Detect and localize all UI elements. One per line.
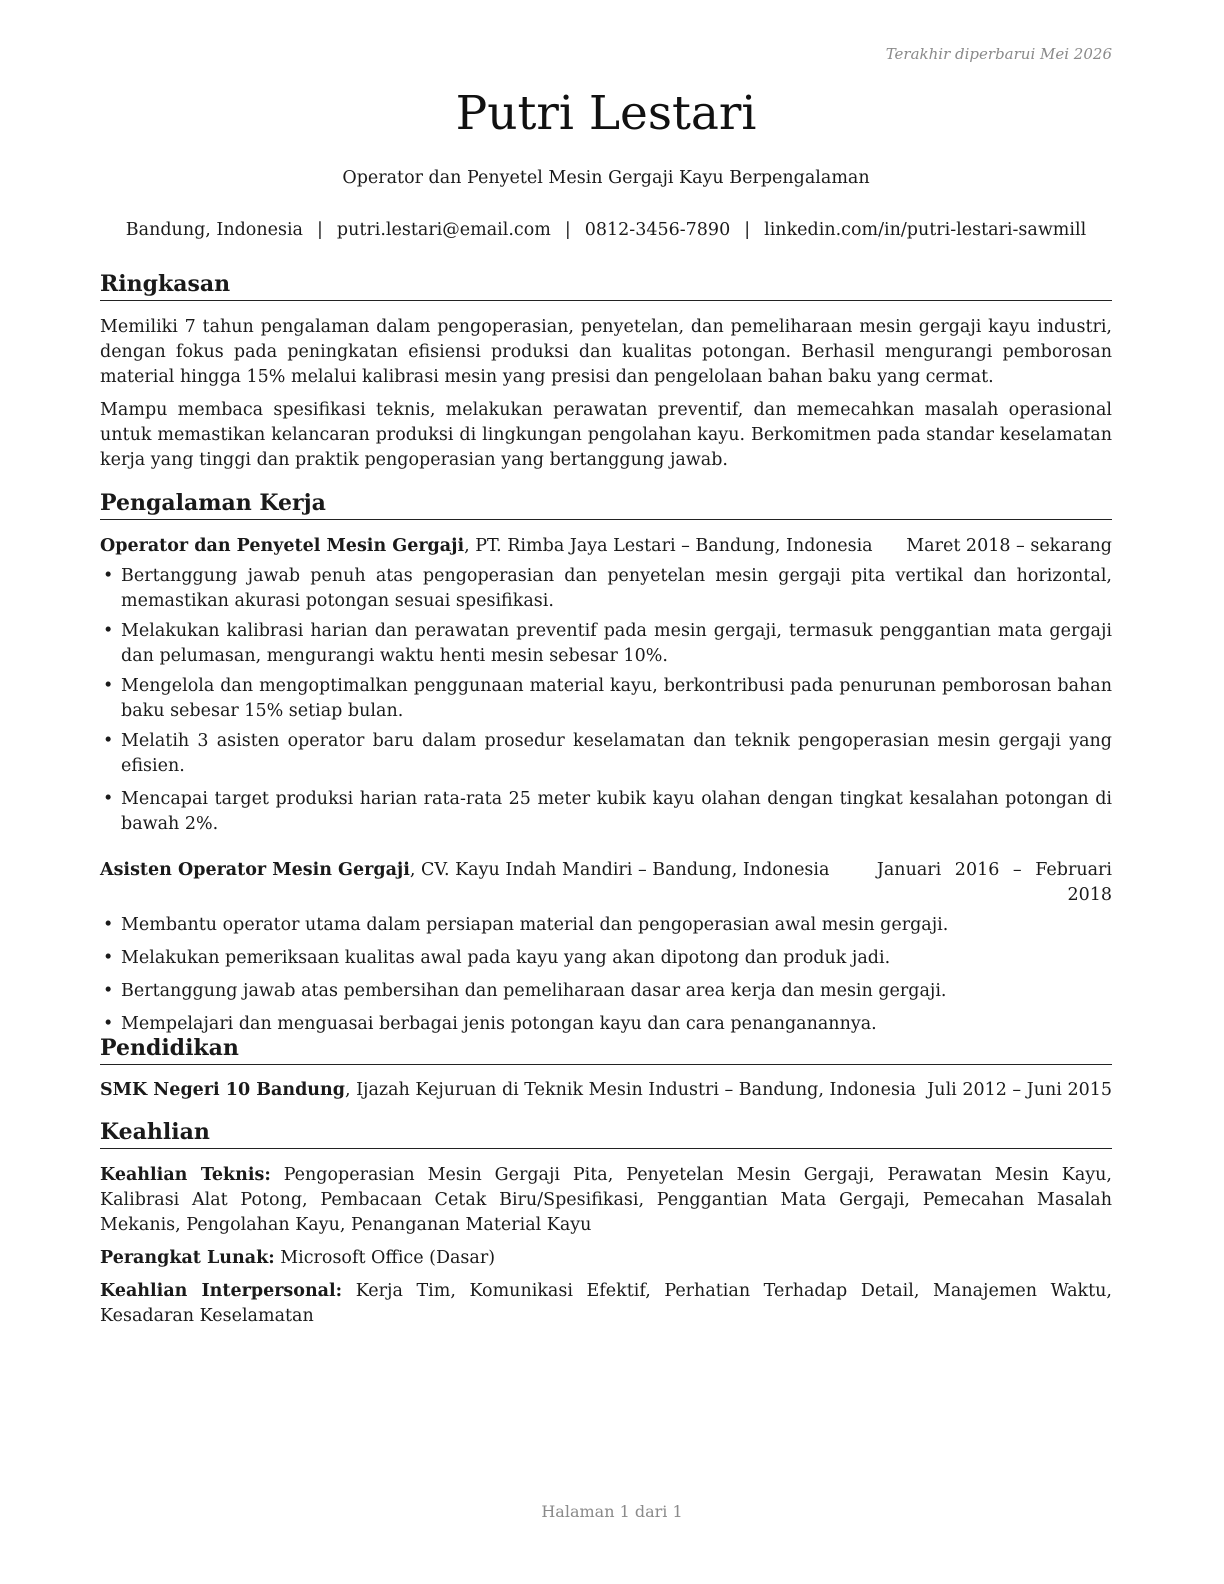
list-item: • Melatih 3 asisten operator baru dalam prosedur keselamatan dan teknik pengoperasian mesin gergaji yang efisien. xyxy=(100,729,1112,779)
last-updated-note: Terakhir diperbarui Mei 2026 xyxy=(885,45,1112,63)
section-title-summary: Ringkasan xyxy=(100,271,1112,301)
job-org: , PT. Rimba Jaya Lestari – Bandung, Indonesia xyxy=(464,536,873,556)
job-header xyxy=(100,858,1112,908)
job-date-line: 2018 xyxy=(1067,885,1112,905)
list-item: • Mengelola dan mengoptimalkan penggunaan material kayu, berkontribusi pada penurunan pemborosan bahan baku sebesar 15% setiap bulan. xyxy=(100,674,1112,724)
education-title-line xyxy=(100,1078,916,1103)
education-section xyxy=(100,1035,1112,1103)
education-school: SMK Negeri 10 Bandung xyxy=(100,1080,345,1100)
list-item: • Mencapai target produksi harian rata-rata 25 meter kubik kayu olahan dengan tingkat kesalahan potongan di bawah 2%. xyxy=(100,787,1112,837)
page-footer: Halaman 1 dari 1 xyxy=(541,1502,683,1521)
job-role: Asisten Operator Mesin Gergaji xyxy=(100,860,410,880)
job-bullets xyxy=(100,913,1112,1037)
education-entry xyxy=(100,1078,1112,1103)
skill-label: Keahlian Teknis: xyxy=(100,1165,271,1185)
section-title-experience: Pengalaman Kerja xyxy=(100,490,1112,520)
experience-section xyxy=(100,490,1112,1037)
job-header xyxy=(100,534,1112,559)
summary-paragraph: Memiliki 7 tahun pengalaman dalam pengoperasian, penyetelan, dan pemeliharaan mesin gergaji kayu industri, dengan fokus pada peningkatan efisiensi produksi dan kualitas potongan. Berhasil mengurangi pemborosan material hingga 15% melalui kalibrasi mesin yang presisi dan pengelolaan bahan baku yang cermat. xyxy=(100,317,1112,387)
skill-label: Keahlian Interpersonal: xyxy=(100,1281,343,1301)
list-item: • Membantu operator utama dalam persiapan material dan pengoperasian awal mesin gergaji. xyxy=(100,913,1112,938)
skills-section xyxy=(100,1119,1112,1329)
skill-value: Microsoft Office (Dasar) xyxy=(274,1248,496,1268)
education-detail: , Ijazah Kejuruan di Teknik Mesin Industri – Bandung, Indonesia xyxy=(345,1080,917,1100)
contact-email[interactable]: putri.lestari@email.com xyxy=(336,220,551,240)
list-item: • Melakukan pemeriksaan kualitas awal pada kayu yang akan dipotong dan produk jadi. xyxy=(100,946,1112,971)
job-date: Maret 2018 – sekarang xyxy=(906,536,1112,556)
job-date xyxy=(877,858,1112,908)
section-title-education: Pendidikan xyxy=(100,1035,1112,1065)
job-date-line: Januari 2016 – Februari xyxy=(876,860,1112,880)
skill-value: Pengoperasian Mesin Gergaji Pita, Penyetelan Mesin Gergaji, Perawatan Mesin Kayu, Kalibrasi Alat Potong, Pembacaan Cetak Biru/Spesifikasi, Penggantian Mata Gergaji, Pemecahan Masalah Mekanis, Pengolahan Kayu, Penanganan Material Kayu xyxy=(100,1165,1112,1235)
job-entry xyxy=(100,858,1112,1037)
contact-line xyxy=(100,220,1112,240)
contact-separator: | xyxy=(564,220,571,240)
contact-phone: 0812-3456-7890 xyxy=(584,220,731,240)
job-title-line xyxy=(100,534,873,559)
list-item: • Melakukan kalibrasi harian dan perawatan preventif pada mesin gergaji, termasuk penggantian mata gergaji dan pelumasan, mengurangi waktu henti mesin sebesar 10%. xyxy=(100,619,1112,669)
candidate-tagline: Operator dan Penyetel Mesin Gergaji Kayu Berpengalaman xyxy=(342,168,870,188)
skill-group xyxy=(100,1246,1112,1271)
summary-section xyxy=(100,271,1112,473)
job-org: , CV. Kayu Indah Mandiri – Bandung, Indonesia xyxy=(409,860,830,880)
job-bullets xyxy=(100,564,1112,837)
contact-separator: | xyxy=(744,220,751,240)
skill-group xyxy=(100,1279,1112,1329)
skill-value: Kerja Tim, Komunikasi Efektif, Perhatian Terhadap Detail, Manajemen Waktu, Kesadaran Keselamatan xyxy=(100,1281,1112,1326)
section-title-skills: Keahlian xyxy=(100,1119,1112,1149)
candidate-name: Putri Lestari xyxy=(455,86,757,141)
list-item: • Bertanggung jawab atas pembersihan dan pemeliharaan dasar area kerja dan mesin gergaji. xyxy=(100,979,1112,1004)
list-item: • Mempelajari dan menguasai berbagai jenis potongan kayu dan cara penanganannya. xyxy=(100,1012,1112,1037)
contact-linkedin[interactable]: linkedin.com/in/putri-lestari-sawmill xyxy=(764,220,1087,240)
contact-separator: | xyxy=(316,220,323,240)
list-item: • Bertanggung jawab penuh atas pengoperasian dan penyetelan mesin gergaji pita vertikal dan horizontal, memastikan akurasi potongan sesuai spesifikasi. xyxy=(100,564,1112,614)
job-entry xyxy=(100,534,1112,837)
skill-label: Perangkat Lunak: xyxy=(100,1248,275,1268)
summary-paragraph: Mampu membaca spesifikasi teknis, melakukan perawatan preventif, dan memecahkan masalah operasional untuk memastikan kelancaran produksi di lingkungan pengolahan kayu. Berkomitmen pada standar keselamatan kerja yang tinggi dan praktik pengoperasian yang bertanggung jawab. xyxy=(100,400,1112,470)
job-role: Operator dan Penyetel Mesin Gergaji xyxy=(100,536,465,556)
education-date: Juli 2012 – Juni 2015 xyxy=(927,1080,1112,1100)
contact-location: Bandung, Indonesia xyxy=(125,220,303,240)
skill-group xyxy=(100,1163,1112,1238)
job-title-line xyxy=(100,858,829,908)
